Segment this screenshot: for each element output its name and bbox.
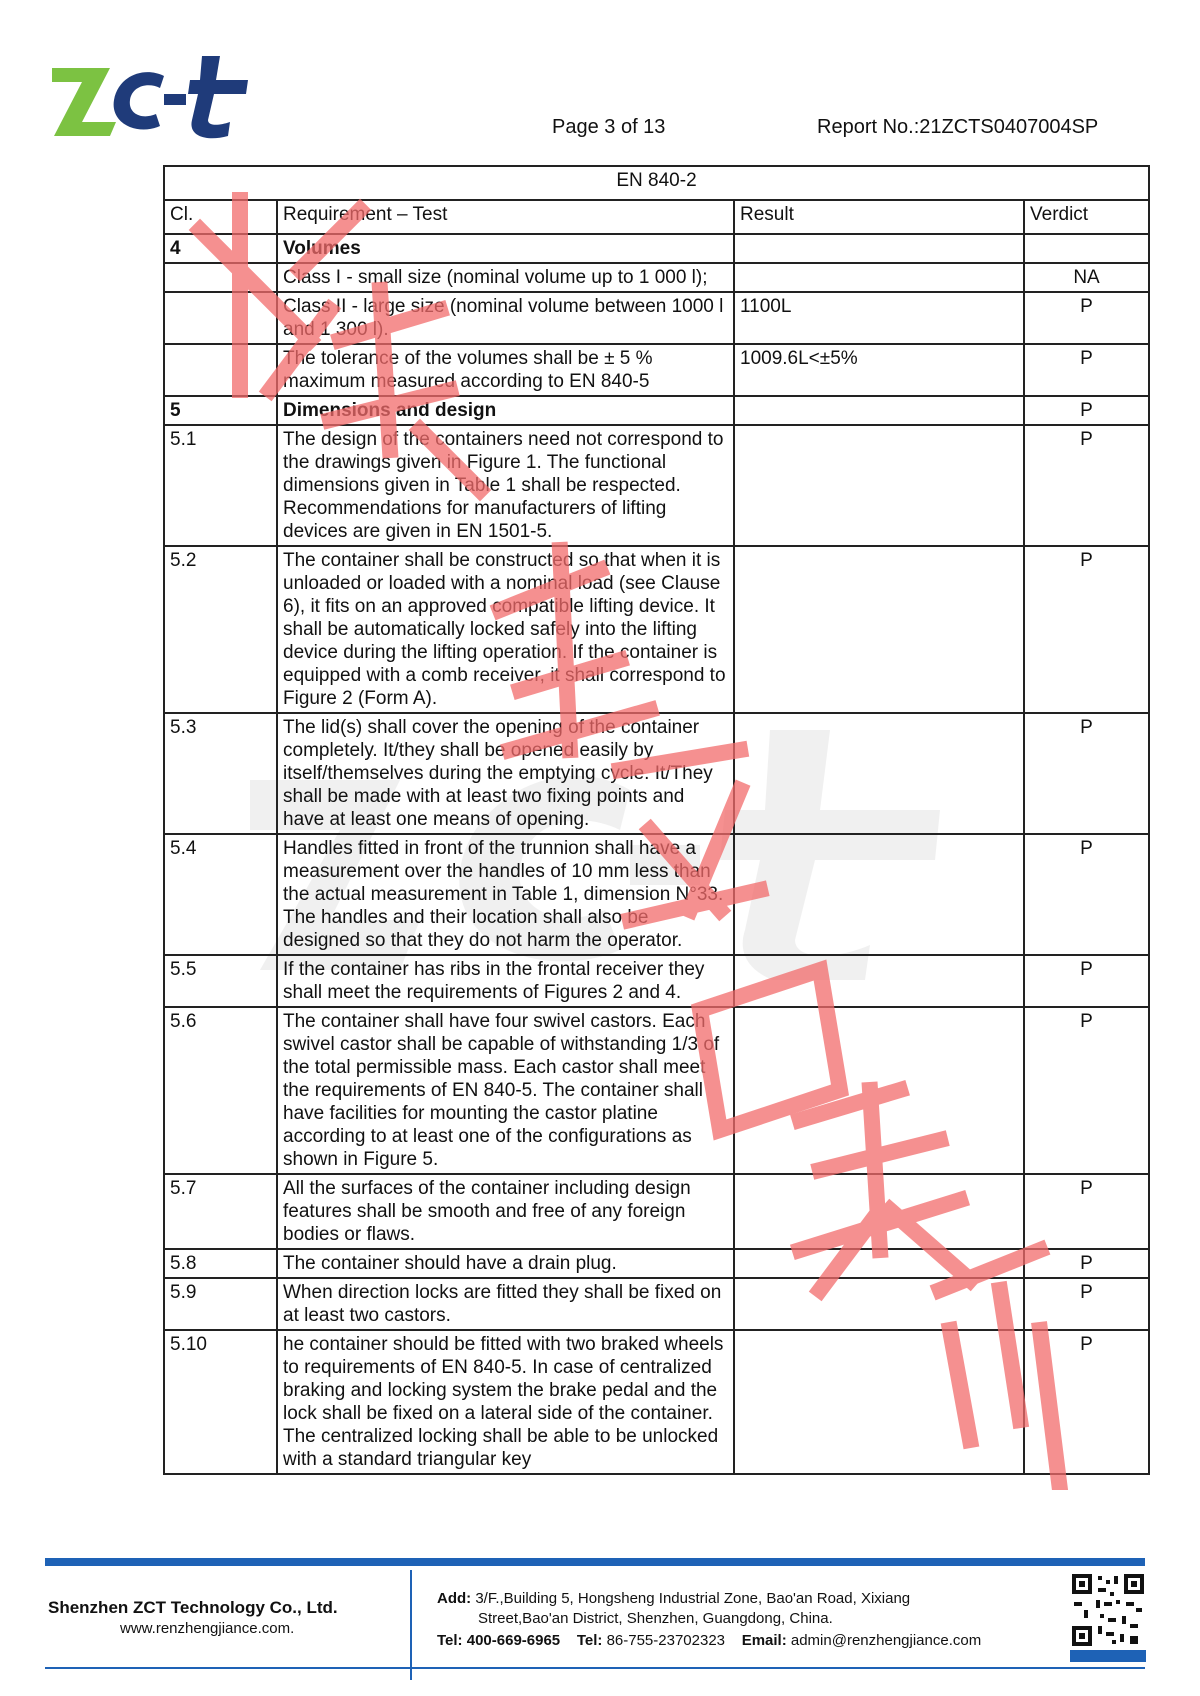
- result-cell: [734, 1249, 1024, 1278]
- company-name: Shenzhen ZCT Technology Co., Ltd.: [48, 1598, 338, 1617]
- clause-cell: 5.4: [164, 834, 277, 955]
- requirement-cell: All the surfaces of the container including design features shall be smooth and free of any foreign bodies or flaws.: [277, 1174, 734, 1249]
- requirement-cell: Volumes: [277, 234, 734, 263]
- verdict-cell: P: [1024, 834, 1149, 955]
- clause-cell: 4: [164, 234, 277, 263]
- clause-cell: 5: [164, 396, 277, 425]
- verdict-cell: [1024, 234, 1149, 263]
- table-row: [164, 1007, 1149, 1174]
- verdict-cell: P: [1024, 344, 1149, 396]
- result-cell: [734, 546, 1024, 713]
- col-header-clause: Cl.: [164, 200, 277, 234]
- clause-cell: 5.8: [164, 1249, 277, 1278]
- table-row: [164, 234, 1149, 263]
- table-row: [164, 1249, 1149, 1278]
- table-row: [164, 425, 1149, 546]
- qr-code: [1070, 1572, 1146, 1662]
- requirement-cell: The container should have a drain plug.: [277, 1249, 734, 1278]
- requirement-cell: Class I - small size (nominal volume up to 1 000 l);: [277, 263, 734, 292]
- result-cell: [734, 1330, 1024, 1474]
- clause-cell: 5.2: [164, 546, 277, 713]
- address-line-1: Add: 3/F.,Building 5, Hongsheng Industrial Zone, Bao'an Road, Xixiang: [437, 1590, 911, 1607]
- zct-logo: [52, 50, 262, 140]
- verdict-cell: P: [1024, 1007, 1149, 1174]
- table-row: [164, 396, 1149, 425]
- standard-title: EN 840-2: [164, 166, 1149, 200]
- clause-cell: [164, 344, 277, 396]
- result-cell: [734, 955, 1024, 1007]
- requirement-cell: When direction locks are fitted they shall be fixed on at least two castors.: [277, 1278, 734, 1330]
- result-cell: [734, 713, 1024, 834]
- table-row: [164, 344, 1149, 396]
- table-row: [164, 713, 1149, 834]
- table-row: [164, 955, 1149, 1007]
- result-cell: [734, 1278, 1024, 1330]
- verdict-cell: P: [1024, 1330, 1149, 1474]
- verdict-cell: P: [1024, 1278, 1149, 1330]
- clause-cell: 5.10: [164, 1330, 277, 1474]
- requirement-cell: The lid(s) shall cover the opening of the container completely. It/they shall be opened easily by itself/themselves during the emptying cycle. It/They shall be made with at least two fixing points and have at least one means of opening.: [277, 713, 734, 834]
- clause-cell: 5.7: [164, 1174, 277, 1249]
- result-cell: [734, 263, 1024, 292]
- requirement-cell: Dimensions and design: [277, 396, 734, 425]
- table-row: [164, 1278, 1149, 1330]
- footer-divider: [45, 1558, 1145, 1566]
- verdict-cell: P: [1024, 713, 1149, 834]
- result-cell: [734, 834, 1024, 955]
- table-row: [164, 834, 1149, 955]
- verdict-cell: P: [1024, 396, 1149, 425]
- clause-cell: 5.3: [164, 713, 277, 834]
- contact-line: Tel: 400-669-6965 Tel: 86-755-23702323 Email: admin@renzhengjiance.com: [437, 1632, 982, 1649]
- col-header-verdict: Verdict: [1024, 200, 1149, 234]
- report-number: Report No.:21ZCTS0407004SP: [817, 116, 1099, 138]
- requirement-cell: he container should be fitted with two braked wheels to requirements of EN 840-5. In case of centralized braking and locking system the brake pedal and the lock shall be fixed on a lateral side of the container. The centralized locking shall be able to be unlocked with a standard triangular key: [277, 1330, 734, 1474]
- col-header-requirement: Requirement – Test: [277, 200, 734, 234]
- requirement-cell: If the container has ribs in the frontal receiver they shall meet the requirements of Figures 2 and 4.: [277, 955, 734, 1007]
- requirement-cell: The container shall have four swivel castors. Each swivel castor shall be capable of withstanding 1/3 of the total permissible mass. Each castor shall meet the requirements of EN 840-5. The container shall have facilities for mounting the castor platine according to at least one of the configurations as shown in Figure 5.: [277, 1007, 734, 1174]
- footer-separator: [410, 1570, 412, 1680]
- clause-cell: 5.6: [164, 1007, 277, 1174]
- clause-cell: 5.5: [164, 955, 277, 1007]
- requirement-cell: Class II - large size (nominal volume between 1000 l and 1 300 l).: [277, 292, 734, 344]
- verdict-cell: P: [1024, 292, 1149, 344]
- col-header-result: Result: [734, 200, 1024, 234]
- clause-cell: [164, 292, 277, 344]
- result-cell: 1009.6L<±5%: [734, 344, 1024, 396]
- verdict-cell: P: [1024, 425, 1149, 546]
- requirement-cell: The tolerance of the volumes shall be ± 5 % maximum measured according to EN 840-5: [277, 344, 734, 396]
- requirement-cell: The design of the containers need not correspond to the drawings given in Figure 1. The functional dimensions given in Table 1 shall be respected. Recommendations for manufacturers of lifting devices are given in EN 1501-5.: [277, 425, 734, 546]
- company-website: www.renzhengjiance.com.: [120, 1620, 295, 1637]
- verdict-cell: NA: [1024, 263, 1149, 292]
- verdict-cell: P: [1024, 546, 1149, 713]
- test-results-table: [163, 165, 1150, 1475]
- verdict-cell: P: [1024, 955, 1149, 1007]
- result-cell: [734, 425, 1024, 546]
- verdict-cell: P: [1024, 1174, 1149, 1249]
- requirement-cell: The container shall be constructed so that when it is unloaded or loaded with a nominal load (see Clause 6), it fits on an approved compatible lifting device. It shall be automatically locked safely into the lifting device during the lifting operation. If the container is equipped with a comb receiver, it shall correspond to Figure 2 (Form A).: [277, 546, 734, 713]
- page-number: Page 3 of 13: [552, 116, 666, 138]
- result-cell: [734, 234, 1024, 263]
- clause-cell: 5.9: [164, 1278, 277, 1330]
- verdict-cell: P: [1024, 1249, 1149, 1278]
- table-row: [164, 1330, 1149, 1474]
- result-cell: [734, 1174, 1024, 1249]
- clause-cell: 5.1: [164, 425, 277, 546]
- table-row: [164, 263, 1149, 292]
- result-cell: [734, 1007, 1024, 1174]
- result-cell: 1100L: [734, 292, 1024, 344]
- result-cell: [734, 396, 1024, 425]
- address-line-2: Street,Bao'an District, Shenzhen, Guangdong, China.: [478, 1610, 833, 1627]
- footer-bottom-line: [45, 1667, 1145, 1669]
- table-row: [164, 546, 1149, 713]
- table-row: [164, 1174, 1149, 1249]
- clause-cell: [164, 263, 277, 292]
- table-row: [164, 292, 1149, 344]
- requirement-cell: Handles fitted in front of the trunnion shall have a measurement over the handles of 10 mm less than the actual measurement in Table 1, dimension N°33. The handles and their location shall also be designed so that they do not harm the operator.: [277, 834, 734, 955]
